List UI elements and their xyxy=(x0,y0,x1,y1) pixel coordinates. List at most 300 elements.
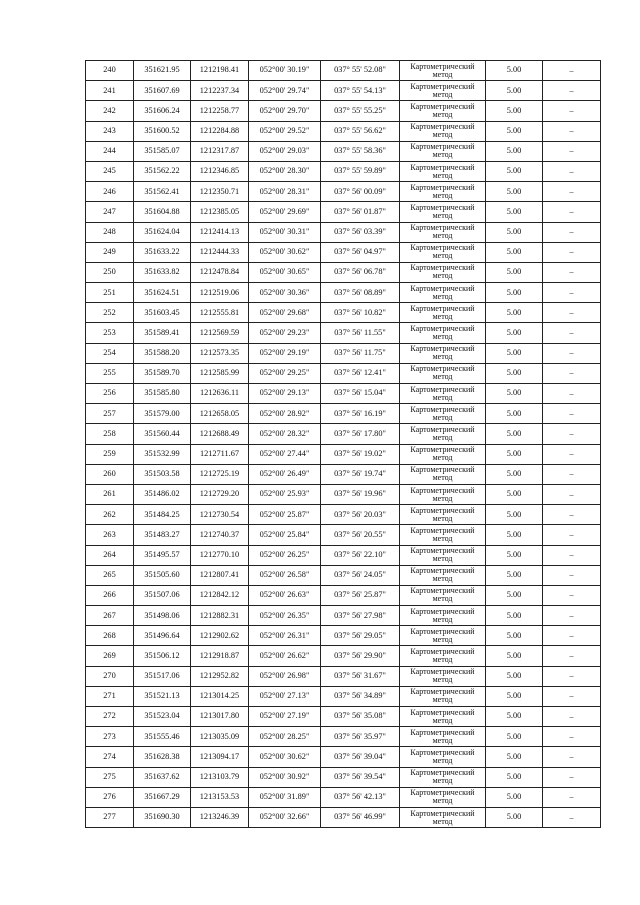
accuracy-cell: 5.00 xyxy=(486,161,543,181)
method-line2: метод xyxy=(432,735,453,745)
method-line2: метод xyxy=(432,352,453,362)
latitude-cell: 052°00' 29.03" xyxy=(249,141,321,161)
y-coordinate-cell: 1213014.25 xyxy=(191,686,249,706)
table-row xyxy=(86,101,601,121)
accuracy-cell: 5.00 xyxy=(486,444,543,464)
point-number-cell: 265 xyxy=(86,565,134,585)
accuracy-cell: 5.00 xyxy=(486,323,543,343)
longitude-cell: 037° 56' 35.08" xyxy=(321,707,400,727)
table-row xyxy=(86,424,601,444)
accuracy-cell: 5.00 xyxy=(486,262,543,282)
accuracy-cell: 5.00 xyxy=(486,182,543,202)
latitude-cell: 052°00' 25.93" xyxy=(249,484,321,504)
table-row xyxy=(86,404,601,424)
x-coordinate-cell: 351585.07 xyxy=(134,141,191,161)
method-line1: Картометрический xyxy=(410,546,475,556)
table-row xyxy=(86,202,601,222)
point-number-cell: 262 xyxy=(86,505,134,525)
longitude-cell: 037° 56' 31.67" xyxy=(321,666,400,686)
accuracy-cell: 5.00 xyxy=(486,525,543,545)
method-line1: Картометрический xyxy=(410,485,475,495)
method-line2: метод xyxy=(432,715,453,725)
x-coordinate-cell: 351562.41 xyxy=(134,182,191,202)
y-coordinate-cell: 1213035.09 xyxy=(191,727,249,747)
latitude-cell: 052°00' 30.31" xyxy=(249,222,321,242)
table-row xyxy=(86,161,601,181)
x-coordinate-cell: 351624.51 xyxy=(134,283,191,303)
table-row xyxy=(86,707,601,727)
note-cell: – xyxy=(543,767,601,787)
point-number-cell: 277 xyxy=(86,807,134,827)
note-cell: – xyxy=(543,424,601,444)
method-line1: Картометрический xyxy=(410,667,475,677)
y-coordinate-cell: 1213103.79 xyxy=(191,767,249,787)
accuracy-cell: 5.00 xyxy=(486,545,543,565)
point-number-cell: 251 xyxy=(86,283,134,303)
method-line1: Картометрический xyxy=(410,788,475,798)
accuracy-cell: 5.00 xyxy=(486,384,543,404)
accuracy-cell: 5.00 xyxy=(486,283,543,303)
latitude-cell: 052°00' 29.68" xyxy=(249,303,321,323)
point-number-cell: 273 xyxy=(86,727,134,747)
table-row xyxy=(86,363,601,383)
method-line2: метод xyxy=(432,695,453,705)
x-coordinate-cell: 351624.04 xyxy=(134,222,191,242)
method-cell xyxy=(400,464,486,484)
table-row xyxy=(86,646,601,666)
method-cell xyxy=(400,807,486,827)
y-coordinate-cell: 1212284.88 xyxy=(191,121,249,141)
x-coordinate-cell: 351506.12 xyxy=(134,646,191,666)
point-number-cell: 249 xyxy=(86,242,134,262)
method-cell xyxy=(400,303,486,323)
x-coordinate-cell: 351579.00 xyxy=(134,404,191,424)
latitude-cell: 052°00' 28.25" xyxy=(249,727,321,747)
latitude-cell: 052°00' 28.32" xyxy=(249,424,321,444)
longitude-cell: 037° 56' 11.75" xyxy=(321,343,400,363)
method-line1: Картометрический xyxy=(410,707,475,717)
latitude-cell: 052°00' 26.25" xyxy=(249,545,321,565)
note-cell: – xyxy=(543,283,601,303)
longitude-cell: 037° 56' 25.87" xyxy=(321,585,400,605)
method-line2: метод xyxy=(432,372,453,382)
note-cell: – xyxy=(543,262,601,282)
y-coordinate-cell: 1213153.53 xyxy=(191,787,249,807)
longitude-cell: 037° 56' 24.05" xyxy=(321,565,400,585)
longitude-cell: 037° 56' 19.02" xyxy=(321,444,400,464)
method-line2: метод xyxy=(432,796,453,806)
note-cell: – xyxy=(543,707,601,727)
x-coordinate-cell: 351588.20 xyxy=(134,343,191,363)
accuracy-cell: 5.00 xyxy=(486,363,543,383)
longitude-cell: 037° 56' 16.19" xyxy=(321,404,400,424)
latitude-cell: 052°00' 29.19" xyxy=(249,343,321,363)
table-row xyxy=(86,525,601,545)
method-line1: Картометрический xyxy=(410,243,475,253)
x-coordinate-cell: 351523.04 xyxy=(134,707,191,727)
method-cell xyxy=(400,242,486,262)
method-cell xyxy=(400,121,486,141)
x-coordinate-cell: 351507.06 xyxy=(134,585,191,605)
method-line2: метод xyxy=(432,614,453,624)
y-coordinate-cell: 1212569.59 xyxy=(191,323,249,343)
method-line1: Картометрический xyxy=(410,747,475,757)
latitude-cell: 052°00' 30.19" xyxy=(249,61,321,81)
table-row xyxy=(86,242,601,262)
accuracy-cell: 5.00 xyxy=(486,242,543,262)
method-cell xyxy=(400,141,486,161)
y-coordinate-cell: 1212730.54 xyxy=(191,505,249,525)
longitude-cell: 037° 56' 00.09" xyxy=(321,182,400,202)
method-line1: Картометрический xyxy=(410,768,475,778)
point-number-cell: 247 xyxy=(86,202,134,222)
longitude-cell: 037° 56' 15.04" xyxy=(321,384,400,404)
x-coordinate-cell: 351667.29 xyxy=(134,787,191,807)
method-cell xyxy=(400,444,486,464)
y-coordinate-cell: 1212729.20 xyxy=(191,484,249,504)
y-coordinate-cell: 1213246.39 xyxy=(191,807,249,827)
method-cell xyxy=(400,363,486,383)
x-coordinate-cell: 351633.22 xyxy=(134,242,191,262)
y-coordinate-cell: 1212346.85 xyxy=(191,161,249,181)
table-row xyxy=(86,545,601,565)
longitude-cell: 037° 55' 59.89" xyxy=(321,161,400,181)
method-line1: Картометрический xyxy=(410,101,475,111)
table-row xyxy=(86,666,601,686)
method-line2: метод xyxy=(432,554,453,564)
table-row xyxy=(86,686,601,706)
method-line1: Картометрический xyxy=(410,566,475,576)
method-cell xyxy=(400,585,486,605)
latitude-cell: 052°00' 27.13" xyxy=(249,686,321,706)
y-coordinate-cell: 1212573.35 xyxy=(191,343,249,363)
longitude-cell: 037° 56' 29.90" xyxy=(321,646,400,666)
y-coordinate-cell: 1212725.19 xyxy=(191,464,249,484)
latitude-cell: 052°00' 30.92" xyxy=(249,767,321,787)
method-cell xyxy=(400,545,486,565)
longitude-cell: 037° 56' 27.98" xyxy=(321,606,400,626)
method-line2: метод xyxy=(432,816,453,826)
longitude-cell: 037° 56' 29.05" xyxy=(321,626,400,646)
method-cell xyxy=(400,182,486,202)
note-cell: – xyxy=(543,807,601,827)
longitude-cell: 037° 56' 20.03" xyxy=(321,505,400,525)
note-cell: – xyxy=(543,242,601,262)
note-cell: – xyxy=(543,323,601,343)
longitude-cell: 037° 56' 17.80" xyxy=(321,424,400,444)
accuracy-cell: 5.00 xyxy=(486,686,543,706)
point-number-cell: 246 xyxy=(86,182,134,202)
accuracy-cell: 5.00 xyxy=(486,141,543,161)
note-cell: – xyxy=(543,404,601,424)
method-line2: метод xyxy=(432,634,453,644)
x-coordinate-cell: 351603.45 xyxy=(134,303,191,323)
note-cell: – xyxy=(543,505,601,525)
latitude-cell: 052°00' 29.23" xyxy=(249,323,321,343)
y-coordinate-cell: 1212317.87 xyxy=(191,141,249,161)
method-line2: метод xyxy=(432,755,453,765)
y-coordinate-cell: 1212258.77 xyxy=(191,101,249,121)
longitude-cell: 037° 56' 42.13" xyxy=(321,787,400,807)
x-coordinate-cell: 351628.38 xyxy=(134,747,191,767)
note-cell: – xyxy=(543,727,601,747)
point-number-cell: 266 xyxy=(86,585,134,605)
note-cell: – xyxy=(543,585,601,605)
method-line1: Картометрический xyxy=(410,647,475,657)
method-line1: Картометрический xyxy=(410,283,475,293)
method-line2: метод xyxy=(432,776,453,786)
point-number-cell: 255 xyxy=(86,363,134,383)
method-line1: Картометрический xyxy=(410,122,475,132)
latitude-cell: 052°00' 30.62" xyxy=(249,242,321,262)
accuracy-cell: 5.00 xyxy=(486,484,543,504)
method-cell xyxy=(400,747,486,767)
x-coordinate-cell: 351562.22 xyxy=(134,161,191,181)
latitude-cell: 052°00' 29.52" xyxy=(249,121,321,141)
point-number-cell: 241 xyxy=(86,81,134,101)
method-cell xyxy=(400,262,486,282)
method-line2: метод xyxy=(432,231,453,241)
method-line1: Картометрический xyxy=(410,263,475,273)
x-coordinate-cell: 351532.99 xyxy=(134,444,191,464)
table-row xyxy=(86,464,601,484)
y-coordinate-cell: 1212902.62 xyxy=(191,626,249,646)
method-cell xyxy=(400,707,486,727)
method-cell xyxy=(400,787,486,807)
note-cell: – xyxy=(543,81,601,101)
point-number-cell: 270 xyxy=(86,666,134,686)
method-line1: Картометрический xyxy=(410,223,475,233)
accuracy-cell: 5.00 xyxy=(486,101,543,121)
x-coordinate-cell: 351498.06 xyxy=(134,606,191,626)
accuracy-cell: 5.00 xyxy=(486,343,543,363)
table-row xyxy=(86,303,601,323)
note-cell: – xyxy=(543,747,601,767)
point-number-cell: 254 xyxy=(86,343,134,363)
latitude-cell: 052°00' 30.36" xyxy=(249,283,321,303)
method-line1: Картометрический xyxy=(410,61,475,71)
point-number-cell: 248 xyxy=(86,222,134,242)
point-number-cell: 250 xyxy=(86,262,134,282)
note-cell: – xyxy=(543,384,601,404)
note-cell: – xyxy=(543,202,601,222)
longitude-cell: 037° 56' 22.10" xyxy=(321,545,400,565)
method-cell xyxy=(400,61,486,81)
accuracy-cell: 5.00 xyxy=(486,626,543,646)
point-number-cell: 272 xyxy=(86,707,134,727)
longitude-cell: 037° 56' 11.55" xyxy=(321,323,400,343)
method-line2: метод xyxy=(432,190,453,200)
x-coordinate-cell: 351589.41 xyxy=(134,323,191,343)
x-coordinate-cell: 351517.06 xyxy=(134,666,191,686)
method-line2: метод xyxy=(432,271,453,281)
longitude-cell: 037° 56' 19.74" xyxy=(321,464,400,484)
x-coordinate-cell: 351633.82 xyxy=(134,262,191,282)
longitude-cell: 037° 56' 06.78" xyxy=(321,262,400,282)
method-cell xyxy=(400,727,486,747)
table-row xyxy=(86,384,601,404)
table-row xyxy=(86,484,601,504)
accuracy-cell: 5.00 xyxy=(486,585,543,605)
method-cell xyxy=(400,81,486,101)
x-coordinate-cell: 351606.24 xyxy=(134,101,191,121)
method-line1: Картометрический xyxy=(410,424,475,434)
accuracy-cell: 5.00 xyxy=(486,121,543,141)
note-cell: – xyxy=(543,61,601,81)
method-line1: Картометрический xyxy=(410,606,475,616)
latitude-cell: 052°00' 26.35" xyxy=(249,606,321,626)
method-line1: Картометрический xyxy=(410,364,475,374)
method-cell xyxy=(400,646,486,666)
method-cell xyxy=(400,424,486,444)
x-coordinate-cell: 351486.02 xyxy=(134,484,191,504)
point-number-cell: 253 xyxy=(86,323,134,343)
note-cell: – xyxy=(543,444,601,464)
latitude-cell: 052°00' 27.19" xyxy=(249,707,321,727)
latitude-cell: 052°00' 29.25" xyxy=(249,363,321,383)
point-number-cell: 244 xyxy=(86,141,134,161)
x-coordinate-cell: 351621.95 xyxy=(134,61,191,81)
point-number-cell: 263 xyxy=(86,525,134,545)
y-coordinate-cell: 1212658.05 xyxy=(191,404,249,424)
latitude-cell: 052°00' 26.63" xyxy=(249,585,321,605)
point-number-cell: 242 xyxy=(86,101,134,121)
note-cell: – xyxy=(543,303,601,323)
method-line1: Картометрический xyxy=(410,586,475,596)
longitude-cell: 037° 56' 46.99" xyxy=(321,807,400,827)
note-cell: – xyxy=(543,646,601,666)
method-line2: метод xyxy=(432,210,453,220)
method-line1: Картометрический xyxy=(410,384,475,394)
latitude-cell: 052°00' 29.13" xyxy=(249,384,321,404)
latitude-cell: 052°00' 29.70" xyxy=(249,101,321,121)
note-cell: – xyxy=(543,626,601,646)
method-line2: метод xyxy=(432,311,453,321)
method-line1: Картометрический xyxy=(410,162,475,172)
x-coordinate-cell: 351600.52 xyxy=(134,121,191,141)
table-body xyxy=(86,61,601,828)
y-coordinate-cell: 1213094.17 xyxy=(191,747,249,767)
method-cell xyxy=(400,323,486,343)
latitude-cell: 052°00' 28.92" xyxy=(249,404,321,424)
latitude-cell: 052°00' 31.89" xyxy=(249,787,321,807)
accuracy-cell: 5.00 xyxy=(486,464,543,484)
x-coordinate-cell: 351604.88 xyxy=(134,202,191,222)
point-number-cell: 245 xyxy=(86,161,134,181)
x-coordinate-cell: 351637.62 xyxy=(134,767,191,787)
y-coordinate-cell: 1212770.10 xyxy=(191,545,249,565)
y-coordinate-cell: 1212478.84 xyxy=(191,262,249,282)
y-coordinate-cell: 1212585.99 xyxy=(191,363,249,383)
x-coordinate-cell: 351589.70 xyxy=(134,363,191,383)
point-number-cell: 268 xyxy=(86,626,134,646)
accuracy-cell: 5.00 xyxy=(486,505,543,525)
accuracy-cell: 5.00 xyxy=(486,747,543,767)
note-cell: – xyxy=(543,525,601,545)
method-line1: Картометрический xyxy=(410,727,475,737)
note-cell: – xyxy=(543,484,601,504)
y-coordinate-cell: 1212444.33 xyxy=(191,242,249,262)
latitude-cell: 052°00' 26.98" xyxy=(249,666,321,686)
table-row xyxy=(86,182,601,202)
y-coordinate-cell: 1212711.67 xyxy=(191,444,249,464)
method-cell xyxy=(400,222,486,242)
method-line2: метод xyxy=(432,453,453,463)
x-coordinate-cell: 351484.25 xyxy=(134,505,191,525)
note-cell: – xyxy=(543,182,601,202)
x-coordinate-cell: 351496.64 xyxy=(134,626,191,646)
table-row xyxy=(86,747,601,767)
accuracy-cell: 5.00 xyxy=(486,727,543,747)
note-cell: – xyxy=(543,545,601,565)
x-coordinate-cell: 351505.60 xyxy=(134,565,191,585)
note-cell: – xyxy=(543,101,601,121)
point-number-cell: 274 xyxy=(86,747,134,767)
point-number-cell: 240 xyxy=(86,61,134,81)
table-row xyxy=(86,141,601,161)
longitude-cell: 037° 56' 12.41" xyxy=(321,363,400,383)
method-line1: Картометрический xyxy=(410,344,475,354)
table-row xyxy=(86,787,601,807)
method-line1: Картометрический xyxy=(410,808,475,818)
method-line2: метод xyxy=(432,675,453,685)
method-line2: метод xyxy=(432,432,453,442)
x-coordinate-cell: 351495.57 xyxy=(134,545,191,565)
method-line2: метод xyxy=(432,533,453,543)
method-cell xyxy=(400,202,486,222)
method-line2: метод xyxy=(432,655,453,665)
longitude-cell: 037° 56' 34.89" xyxy=(321,686,400,706)
accuracy-cell: 5.00 xyxy=(486,303,543,323)
method-line2: метод xyxy=(432,513,453,523)
method-line1: Картометрический xyxy=(410,324,475,334)
method-cell xyxy=(400,767,486,787)
table-row xyxy=(86,81,601,101)
note-cell: – xyxy=(543,141,601,161)
note-cell: – xyxy=(543,363,601,383)
x-coordinate-cell: 351555.46 xyxy=(134,727,191,747)
latitude-cell: 052°00' 27.44" xyxy=(249,444,321,464)
latitude-cell: 052°00' 26.31" xyxy=(249,626,321,646)
latitude-cell: 052°00' 30.62" xyxy=(249,747,321,767)
accuracy-cell: 5.00 xyxy=(486,565,543,585)
y-coordinate-cell: 1212385.05 xyxy=(191,202,249,222)
latitude-cell: 052°00' 30.65" xyxy=(249,262,321,282)
point-number-cell: 275 xyxy=(86,767,134,787)
point-number-cell: 260 xyxy=(86,464,134,484)
method-line2: метод xyxy=(432,594,453,604)
longitude-cell: 037° 55' 55.25" xyxy=(321,101,400,121)
point-number-cell: 243 xyxy=(86,121,134,141)
method-line2: метод xyxy=(432,89,453,99)
method-line2: метод xyxy=(432,109,453,119)
y-coordinate-cell: 1212688.49 xyxy=(191,424,249,444)
point-number-cell: 276 xyxy=(86,787,134,807)
table-row xyxy=(86,585,601,605)
note-cell: – xyxy=(543,565,601,585)
latitude-cell: 052°00' 26.49" xyxy=(249,464,321,484)
method-cell xyxy=(400,101,486,121)
point-number-cell: 259 xyxy=(86,444,134,464)
latitude-cell: 052°00' 28.31" xyxy=(249,182,321,202)
latitude-cell: 052°00' 32.66" xyxy=(249,807,321,827)
longitude-cell: 037° 56' 20.55" xyxy=(321,525,400,545)
point-number-cell: 258 xyxy=(86,424,134,444)
longitude-cell: 037° 56' 10.82" xyxy=(321,303,400,323)
method-cell xyxy=(400,283,486,303)
accuracy-cell: 5.00 xyxy=(486,222,543,242)
latitude-cell: 052°00' 26.62" xyxy=(249,646,321,666)
